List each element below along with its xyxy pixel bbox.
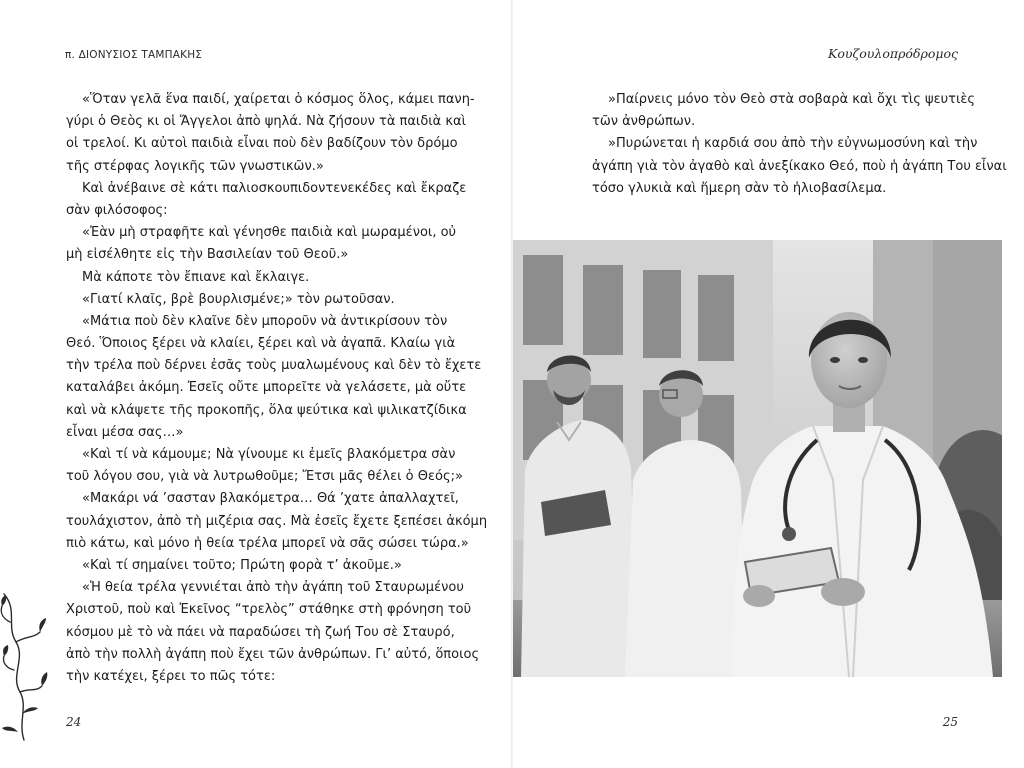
floral-ornament-icon: [0, 592, 48, 742]
text-line: καταλάβει ἀκόμη. Ἐσεῖς οὔτε μπορεῖτε νὰ γελάσετε, μὰ οὔτε: [66, 380, 467, 396]
text-line: μὴ εἰσέλθητε εἰς τὴν Βασιλείαν τοῦ Θεοῦ.»: [66, 247, 349, 263]
right-text-block: [592, 89, 1007, 200]
text-line: Χριστοῦ, ποὺ καὶ Ἐκεῖνος “τρελὸς” στάθηκε στὴ φρόνηση τοῦ: [66, 602, 472, 618]
left-text-block: [66, 89, 488, 688]
text-line: »Παίρνεις μόνο τὸν Θεὸ στὰ σοβαρὰ καὶ ὄχι τὶς ψευτιὲς: [608, 92, 976, 107]
text-line: «Μάτια ποὺ δὲν κλαῖνε δὲν μποροῦν νὰ ἀντικρίσουν τὸν: [82, 313, 448, 329]
page-number-left: 24: [66, 715, 82, 729]
running-head-author: π. ΔΙΟΝΥΣΙΟΣ ΤΑΜΠΑΚΗΣ: [65, 49, 203, 61]
text-line: «Μακάρι νά ’σασταν βλακόμετρα… Θά ’χατε ἀπαλλαχτεῖ,: [82, 491, 459, 507]
text-line: τόσο γλυκιὰ καὶ ἥμερη σὰν τὸ ἡλιοβασίλεμα.: [592, 180, 887, 196]
text-line: κόσμου μὲ τὸ νὰ πάει νὰ παραδώσει τὴ ζωή Του σὲ Σταυρό,: [66, 624, 455, 640]
text-line: «Καὶ τί σημαίνει τοῦτο; Πρώτη φορὰ τ’ ἀκοῦμε.»: [82, 557, 402, 573]
text-line: οἱ τρελοί. Κι αὐτοὶ παιδιὰ εἶναι ποὺ δὲν βαδίζουν τὸν δρόμο: [66, 136, 458, 152]
left-page: [0, 0, 511, 768]
text-line: Θεό. Ὅποιος ξέρει νὰ κλαίει, ξέρει καὶ νὰ ἀγαπᾶ. Κλαίω γιὰ: [66, 336, 456, 352]
text-line: τουλάχιστον, ἀπὸ τὴ μιζέρια σας. Μὰ ἐσεῖς ἔχετε ξεπέσει ἀκόμη: [66, 513, 488, 529]
text-line: «Καὶ τί νὰ κάμουμε; Νὰ γίνουμε κι ἐμεῖς βλακόμετρα σὰν: [82, 447, 456, 462]
text-line: Μὰ κάποτε τὸν ἔπιανε καὶ ἔκλαιγε.: [82, 269, 310, 285]
text-line: «Γιατί κλαῖς, βρὲ βουρλισμένε;» τὸν ρωτοῦσαν.: [82, 291, 395, 307]
text-line: τὴν τρέλα ποὺ δέρνει ἐσᾶς τοὺς μυαλωμένους καὶ δὲν τὸ ἔχετε: [66, 358, 482, 374]
text-line: «Ἐὰν μὴ στραφῆτε καὶ γένησθε παιδιὰ καὶ μωραμένοι, οὐ: [82, 225, 457, 241]
text-line: Καὶ ἀνέβαινε σὲ κάτι παλιοσκουπιδοντενεκέδες καὶ ἔκραζε: [82, 180, 467, 196]
text-line: τῆς στέρφας λογικῆς τῶν γνωστικῶν.»: [66, 158, 324, 174]
text-line: τοῦ λόγου σου, γιὰ νὰ λυτρωθοῦμε; Ἔτσι μᾶς θέλει ὁ Θεός;»: [66, 469, 463, 485]
text-line: τῶν ἀνθρώπων.: [592, 114, 696, 130]
text-line: ἀπὸ τὴν πολλὴ ἀγάπη ποὺ ἔχει τῶν ἀνθρώπων. Γι’ αὐτό, ὅποιος: [66, 646, 480, 662]
running-head-title: Κουζουλοπρόδρομος: [828, 46, 958, 61]
medical-staff-photo: [513, 240, 1002, 677]
text-line: πιὸ κάτω, καὶ μόνο ἡ θεία τρέλα μπορεῖ νὰ σᾶς σώσει τώρα.»: [66, 535, 469, 551]
photo-illustration: [513, 240, 1002, 677]
text-line: τὴν κατέχει, ξέρει το πῶς τότε:: [66, 668, 276, 684]
text-line: καὶ νὰ κλάψετε τῆς προκοπῆς, ὅλα ψεύτικα καὶ ψιλικατζίδικα: [66, 402, 467, 418]
page-number-right: 25: [942, 715, 958, 729]
text-line: γύρι ὁ Θεὸς κι οἱ Ἄγγελοι ἀπὸ ψηλά. Νὰ ζήσουν τὰ παιδιὰ καὶ: [66, 114, 467, 130]
text-line: «Ὅταν γελᾶ ἕνα παιδί, χαίρεται ὁ κόσμος ὅλος, κάμει πανη-: [82, 92, 475, 107]
text-line: εἶναι μέσα σας…»: [66, 424, 184, 440]
text-line: «Ἡ θεία τρέλα γεννιέται ἀπὸ τὴν ἀγάπη τοῦ Σταυρωμένου: [82, 580, 464, 596]
text-line: σὰν φιλόσοφος:: [66, 202, 168, 218]
text-line: »Πυρώνεται ἡ καρδιά σου ἀπὸ τὴν εὐγνωμοσύνη καὶ τὴν: [608, 136, 978, 152]
text-line: ἀγάπη γιὰ τὸν ἀγαθὸ καὶ ἀνεξίκακο Θεό, ποὺ ἡ ἀγάπη Του εἶναι: [592, 158, 1007, 174]
right-page: [513, 0, 1024, 768]
